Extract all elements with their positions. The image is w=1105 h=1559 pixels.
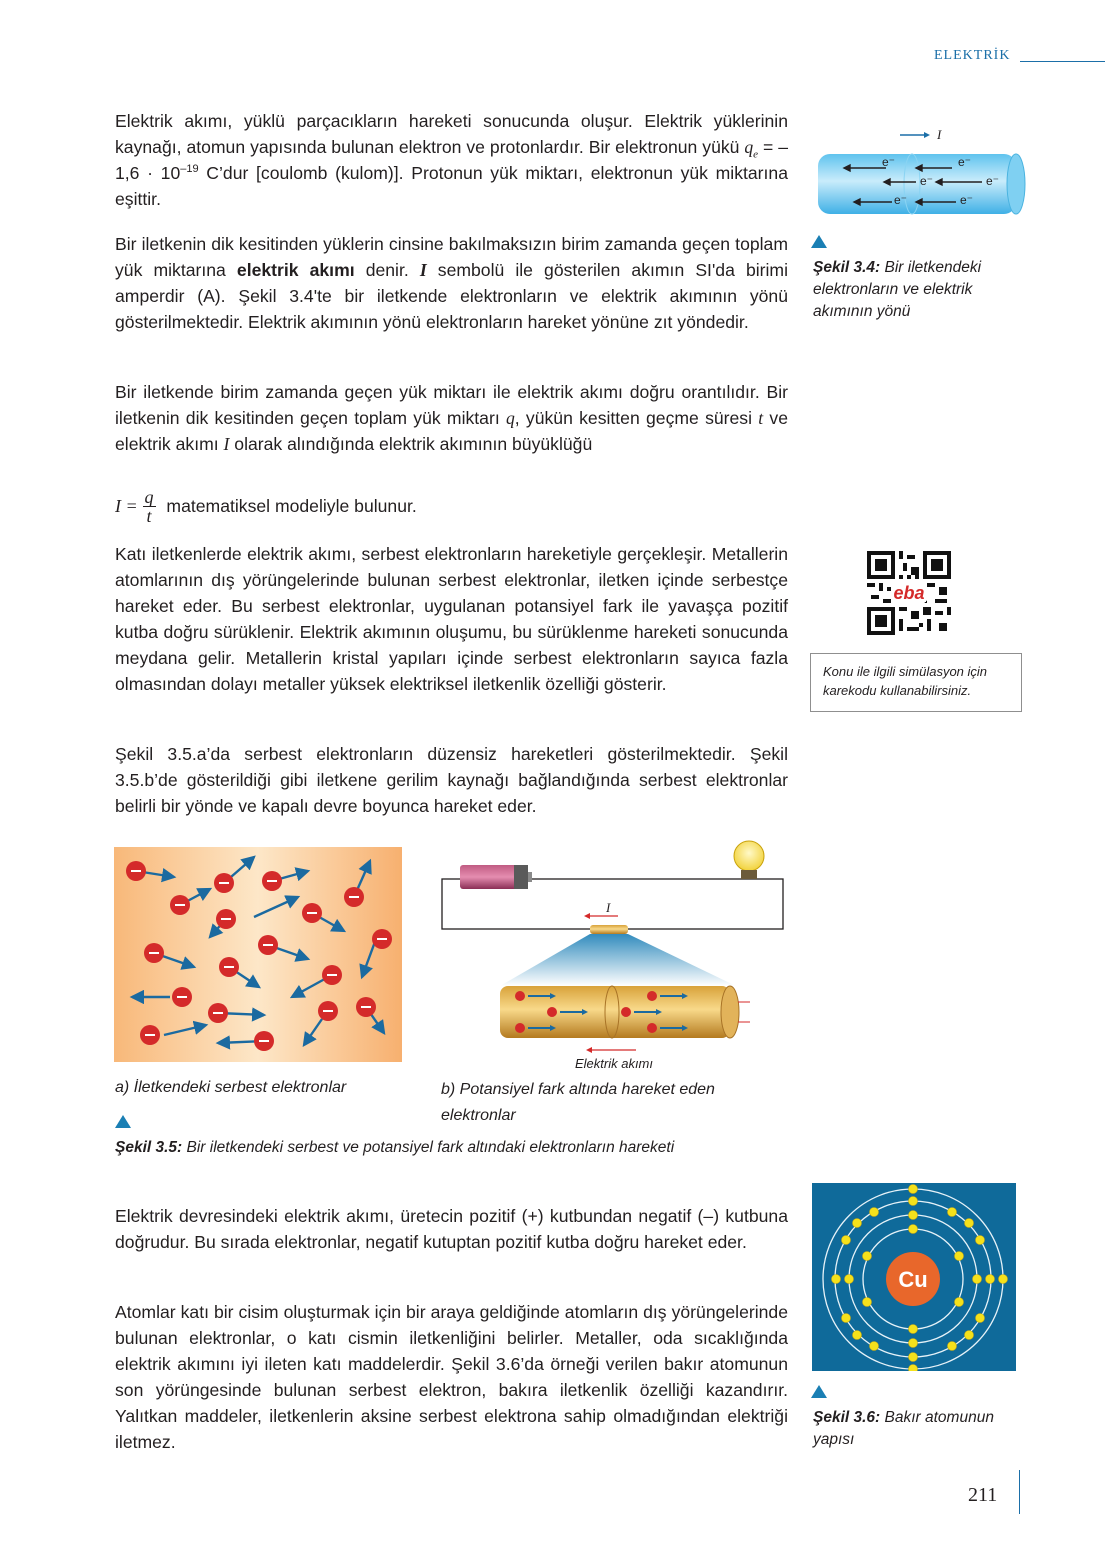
header-rule	[1020, 61, 1105, 62]
free-electrons-diagram	[114, 847, 402, 1062]
para7-text: Atomlar katı bir cisim oluşturmak için bir araya geldiğinde atomların dış yörüngelerinde bulunan elektronlar, o katı cismin iletkenliğini belirler. Metaller, oda sıcaklığında elektrik akımını iyi ileten katı maddelerdir. Şekil 3.6’da örneği verilen bakır atomunun son yörüngesinde bulunan serbest elektron, bakıra iletkenlik özelliği kazandırır. Yalıtkan maddeler, iletkenlerin aksine serbest elektrona sahip olmadığından elektriği iletmez.	[115, 1302, 788, 1452]
electron-label: e⁻	[920, 174, 934, 188]
atom-label: Cu	[898, 1267, 928, 1292]
page-number: 211	[968, 1484, 998, 1506]
figure-3-5b-caption: b) Potansiyel fark altında hareket eden elektronlar	[441, 1081, 715, 1124]
qr-code[interactable]	[867, 551, 951, 635]
charge-value: = –1,6 · 10	[115, 137, 788, 183]
figure-3-5a-caption: a) İletkendeki serbest elektronlar	[115, 1079, 347, 1096]
electron-label: e⁻	[960, 193, 974, 207]
qr-note-box	[810, 653, 1022, 712]
formula-text: matematiksel modeliyle bulunur.	[166, 496, 417, 516]
para3-text-c: ve elektrik akımı	[115, 408, 788, 454]
section-header: ELEKTRİK	[934, 48, 1011, 63]
formula-lhs: I =	[115, 496, 138, 516]
para2-text-a: Bir iletkenin dik kesitinden yüklerin cinsine bakılmaksızın birim zamanda geçen toplam yük miktarına	[115, 234, 788, 280]
zoom-beam	[500, 934, 736, 986]
caption-text: Bakır atomunun yapısı	[813, 1409, 994, 1448]
paragraph-5	[115, 741, 788, 819]
figure-3-4-caption	[813, 257, 1018, 323]
exit-arrows	[738, 1002, 750, 1022]
current-label: I	[937, 127, 942, 142]
current-symbol: I	[419, 260, 427, 280]
current-formula	[115, 488, 417, 525]
figure-3-4	[812, 124, 1027, 220]
current-label: I	[606, 900, 611, 915]
copper-atom-diagram	[812, 1183, 1016, 1371]
caption-label: Şekil 3.4:	[813, 259, 881, 276]
term-elektrik-akimi: elektrik akımı	[236, 260, 355, 280]
para5-text: Şekil 3.5.a’da serbest elektronların düzensiz hareketleri gösterilmektedir. Şekil 3.5.b’de gösterildiği gibi iletkene gerilim kaynağı bağlandığında serbest elektronlar belirli bir yönde ve kapalı devre boyunca hareket eder.	[115, 744, 788, 816]
charge-subscript: e	[753, 148, 759, 161]
formula-denominator: t	[146, 506, 152, 526]
electron-label: e⁻	[882, 155, 896, 169]
caption-label: Şekil 3.6:	[813, 1409, 881, 1426]
paragraph-7	[115, 1299, 788, 1455]
q-symbol: q	[505, 408, 515, 428]
figure-3-6	[812, 1183, 1016, 1371]
light-bulb-icon	[734, 841, 764, 871]
conductor-diagram	[812, 124, 1027, 220]
paragraph-2	[115, 231, 788, 335]
akim-label: Elektrik akımı	[574, 1056, 654, 1071]
para3-text-b: , yükün kesitten geçme süresi	[514, 408, 759, 428]
para2-text-b: denir.	[354, 260, 420, 280]
para3-text-a: Bir iletkende birim zamanda geçen yük miktarı ile elektrik akımı doğru orantılıdır. Bir iletkenin dik kesitinden geçen toplam yük miktarı	[115, 382, 788, 428]
i-symbol: I	[223, 434, 230, 454]
qr-note-text: Konu ile ilgili simülasyon için karekodu kullanabilirsiniz.	[823, 664, 988, 698]
para1-text-a: Elektrik akımı, yüklü parçacıkların hareketi sonucunda oluşur. Elektrik yüklerinin kaynağı, atomun yapısında bulunan elektron ve protonlardır. Bir elektronun yükü	[115, 111, 788, 157]
qr-code-icon	[867, 551, 951, 635]
paragraph-1	[115, 108, 788, 212]
caption-marker-icon	[115, 1115, 131, 1128]
conductor-cylinder	[500, 986, 730, 1038]
caption-text: Bir iletkendeki elektronların ve elektrik akımının yönü	[813, 259, 982, 320]
circuit-diagram	[440, 832, 785, 1072]
electron-label: e⁻	[958, 155, 972, 169]
page-number-rule	[1019, 1470, 1020, 1514]
caption-text: Bir iletkendeki serbest ve potansiyel fark altındaki elektronların hareketi	[182, 1139, 675, 1156]
charge-exponent: –19	[180, 163, 199, 176]
caption-marker-icon	[811, 235, 827, 248]
electron-label: e⁻	[894, 193, 908, 207]
charge-symbol: q	[744, 137, 754, 157]
t-symbol: t	[758, 408, 764, 428]
wire-segment	[590, 925, 628, 934]
caption-marker-icon	[811, 1385, 827, 1398]
paragraph-6	[115, 1203, 788, 1255]
paragraph-4	[115, 541, 788, 697]
conductor-end	[1007, 154, 1025, 214]
para3-text-d: olarak alındığında elektrik akımının büyüklüğü	[229, 434, 593, 454]
para6-text: Elektrik devresindeki elektrik akımı, üretecin pozitif (+) kutbundan negatif (–) kutbuna doğrudur. Bu sırada elektronlar, negatif kutuptan pozitif kutba doğru hareket eder.	[115, 1206, 788, 1252]
formula-numerator: q	[144, 487, 154, 507]
formula-fraction	[143, 488, 156, 525]
para1-text-b: C’dur [coulomb (kulom)]. Protonun yük miktarı, elektronun yük miktarına eşittir.	[115, 163, 788, 209]
para4-text: Katı iletkenlerde elektrik akımı, serbest elektronların hareketiyle gerçekleşir. Metallerin atomlarının dış yörüngelerinde bulunan serbest elektronlar, iletken içinde serbestçe hareket eder. Bu serbest elektronlar, uygulanan potansiyel fark ile yavaşça pozitif kutba doğru sürüklenir. Elektrik akımının oluşumu, bu sürüklenme hareketi sonucunda meydana gelir. Metallerin kristal yapıları içinde serbest elektronların sayıca fazla olmasından dolayı metaller yüksek elektriksel iletkenlik özelliği gösterir.	[115, 544, 788, 694]
figure-3-5-caption	[115, 1137, 795, 1159]
figure-3-6-caption	[813, 1407, 1013, 1451]
electron-label: e⁻	[986, 174, 1000, 188]
eba-logo: eba	[893, 583, 925, 603]
paragraph-3	[115, 379, 788, 457]
caption-label: Şekil 3.5:	[115, 1139, 183, 1156]
figure-3-5b	[440, 832, 785, 1072]
figure-3-5a	[114, 847, 402, 1062]
para2-text-c: sembolü ile gösterilen akımın SI'da birimi amperdir (A). Şekil 3.4'te bir iletkende elektronların ve elektrik akımının yönü gösterilmektedir. Elektrik akımının yönü elektronların hareket yönüne zıt yöndedir.	[115, 260, 788, 332]
